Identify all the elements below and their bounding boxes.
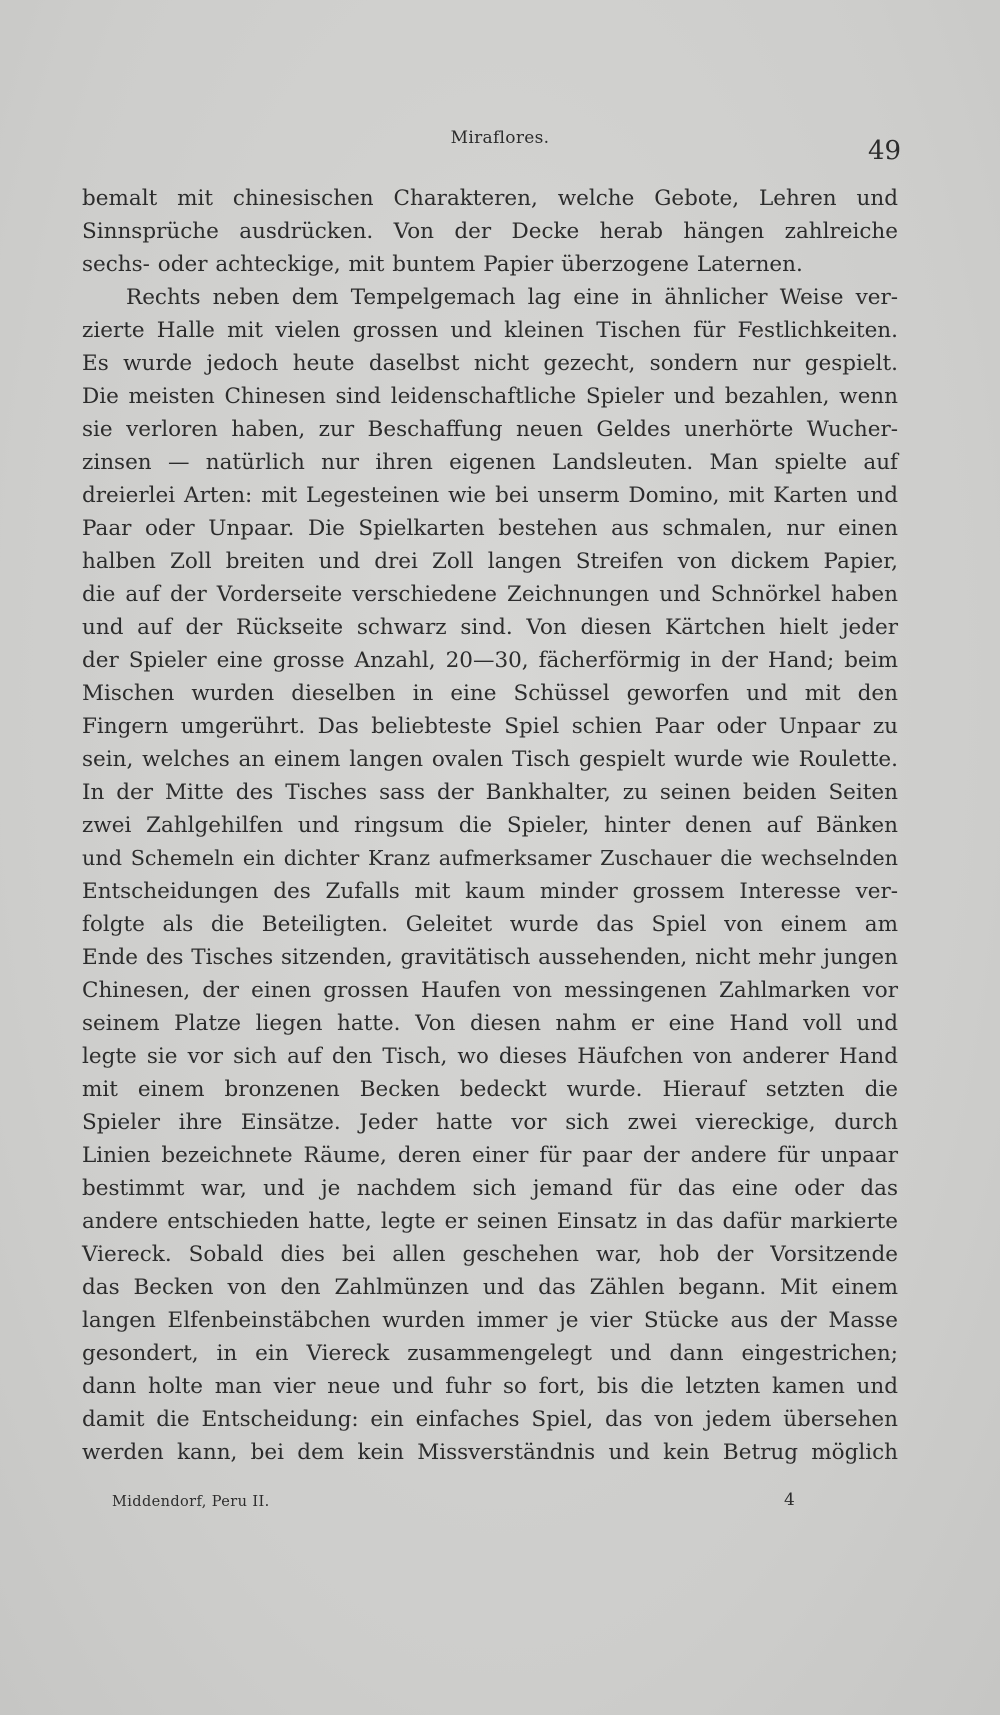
body-text xyxy=(82,182,898,1469)
text-line: und auf der Rückseite schwarz sind. Von diesen Kärtchen hielt jeder xyxy=(82,615,898,640)
text-line: dann holte man vier neue und fuhr so fort, bis die letzten kamen und xyxy=(82,1374,898,1399)
text-line: langen Elfenbeinstäbchen wurden immer je vier Stücke aus der Masse xyxy=(82,1308,898,1333)
text-line: Fingern umgerührt. Das beliebteste Spiel schien Paar oder Unpaar zu xyxy=(82,714,898,739)
signature-mark: Middendorf, Peru II. xyxy=(112,1494,270,1510)
text-line: sie verloren haben, zur Beschaffung neuen Geldes unerhörte Wucher- xyxy=(82,417,898,442)
text-line: die auf der Vorderseite verschiedene Zeichnungen und Schnörkel haben xyxy=(82,582,898,607)
text-line: mit einem bronzenen Becken bedeckt wurde. Hierauf setzten die xyxy=(82,1077,898,1102)
text-line: halben Zoll breiten und drei Zoll langen Streifen von dickem Papier, xyxy=(82,549,898,574)
text-line: Entscheidungen des Zufalls mit kaum minder grossem Interesse ver- xyxy=(82,879,898,904)
text-line: legte sie vor sich auf den Tisch, wo dieses Häufchen von anderer Hand xyxy=(82,1044,898,1069)
text-line: zierte Halle mit vielen grossen und kleinen Tischen für Festlichkeiten. xyxy=(82,318,898,343)
text-line: Viereck. Sobald dies bei allen geschehen war, hob der Vorsitzende xyxy=(82,1242,898,1267)
text-line: Es wurde jedoch heute daselbst nicht gezecht, sondern nur gespielt. xyxy=(82,351,898,376)
text-line: gesondert, in ein Viereck zusammengelegt und dann eingestrichen; xyxy=(82,1341,898,1366)
text-line: sein, welches an einem langen ovalen Tisch gespielt wurde wie Roulette. xyxy=(82,747,898,772)
sheet-number: 4 xyxy=(784,1490,795,1510)
text-line: zinsen — natürlich nur ihren eigenen Landsleuten. Man spielte auf xyxy=(82,450,898,475)
text-line: Linien bezeichnete Räume, deren einer für paar der andere für unpaar xyxy=(82,1143,898,1168)
text-line: Mischen wurden dieselben in eine Schüssel geworfen und mit den xyxy=(82,681,898,706)
text-line: zwei Zahlgehilfen und ringsum die Spieler, hinter denen auf Bänken xyxy=(82,813,898,838)
text-line: folgte als die Beteiligten. Geleitet wurde das Spiel von einem am xyxy=(82,912,898,937)
text-line: Ende des Tisches sitzenden, gravitätisch aussehenden, nicht mehr jungen xyxy=(82,945,898,970)
text-line: Sinnsprüche ausdrücken. Von der Decke herab hängen zahlreiche xyxy=(82,219,898,244)
page-number: 49 xyxy=(868,136,902,166)
text-line: Chinesen, der einen grossen Haufen von messingenen Zahlmarken vor xyxy=(82,978,898,1003)
running-title: Miraflores. xyxy=(450,128,550,148)
text-line: der Spieler eine grosse Anzahl, 20—30, fächerförmig in der Hand; beim xyxy=(82,648,898,673)
text-line: Die meisten Chinesen sind leidenschaftliche Spieler und bezahlen, wenn xyxy=(82,384,898,409)
text-line: das Becken von den Zahlmünzen und das Zählen begann. Mit einem xyxy=(82,1275,898,1300)
text-line: sechs- oder achteckige, mit buntem Papier überzogene Laternen. xyxy=(82,252,803,277)
text-line: In der Mitte des Tisches sass der Bankhalter, zu seinen beiden Seiten xyxy=(82,780,898,805)
text-line: seinem Platze liegen hatte. Von diesen nahm er eine Hand voll und xyxy=(82,1011,898,1036)
text-line: dreierlei Arten: mit Legesteinen wie bei unserm Domino, mit Karten und xyxy=(82,483,898,508)
text-line: Spieler ihre Einsätze. Jeder hatte vor sich zwei viereckige, durch xyxy=(82,1110,898,1135)
text-line: andere entschieden hatte, legte er seinen Einsatz in das dafür markierte xyxy=(82,1209,898,1234)
text-line: und Schemeln ein dichter Kranz aufmerksamer Zuschauer die wechselnden xyxy=(82,846,898,870)
text-line: damit die Entscheidung: ein einfaches Spiel, das von jedem übersehen xyxy=(82,1407,898,1432)
text-line: Paar oder Unpaar. Die Spielkarten bestehen aus schmalen, nur einen xyxy=(82,516,898,541)
text-line: bemalt mit chinesischen Charakteren, welche Gebote, Lehren und xyxy=(82,186,898,211)
text-line: bestimmt war, und je nachdem sich jemand für das eine oder das xyxy=(82,1176,898,1201)
text-line: Rechts neben dem Tempelgemach lag eine in ähnlicher Weise ver- xyxy=(126,285,898,310)
text-line: werden kann, bei dem kein Missverständnis und kein Betrug möglich xyxy=(82,1440,898,1465)
